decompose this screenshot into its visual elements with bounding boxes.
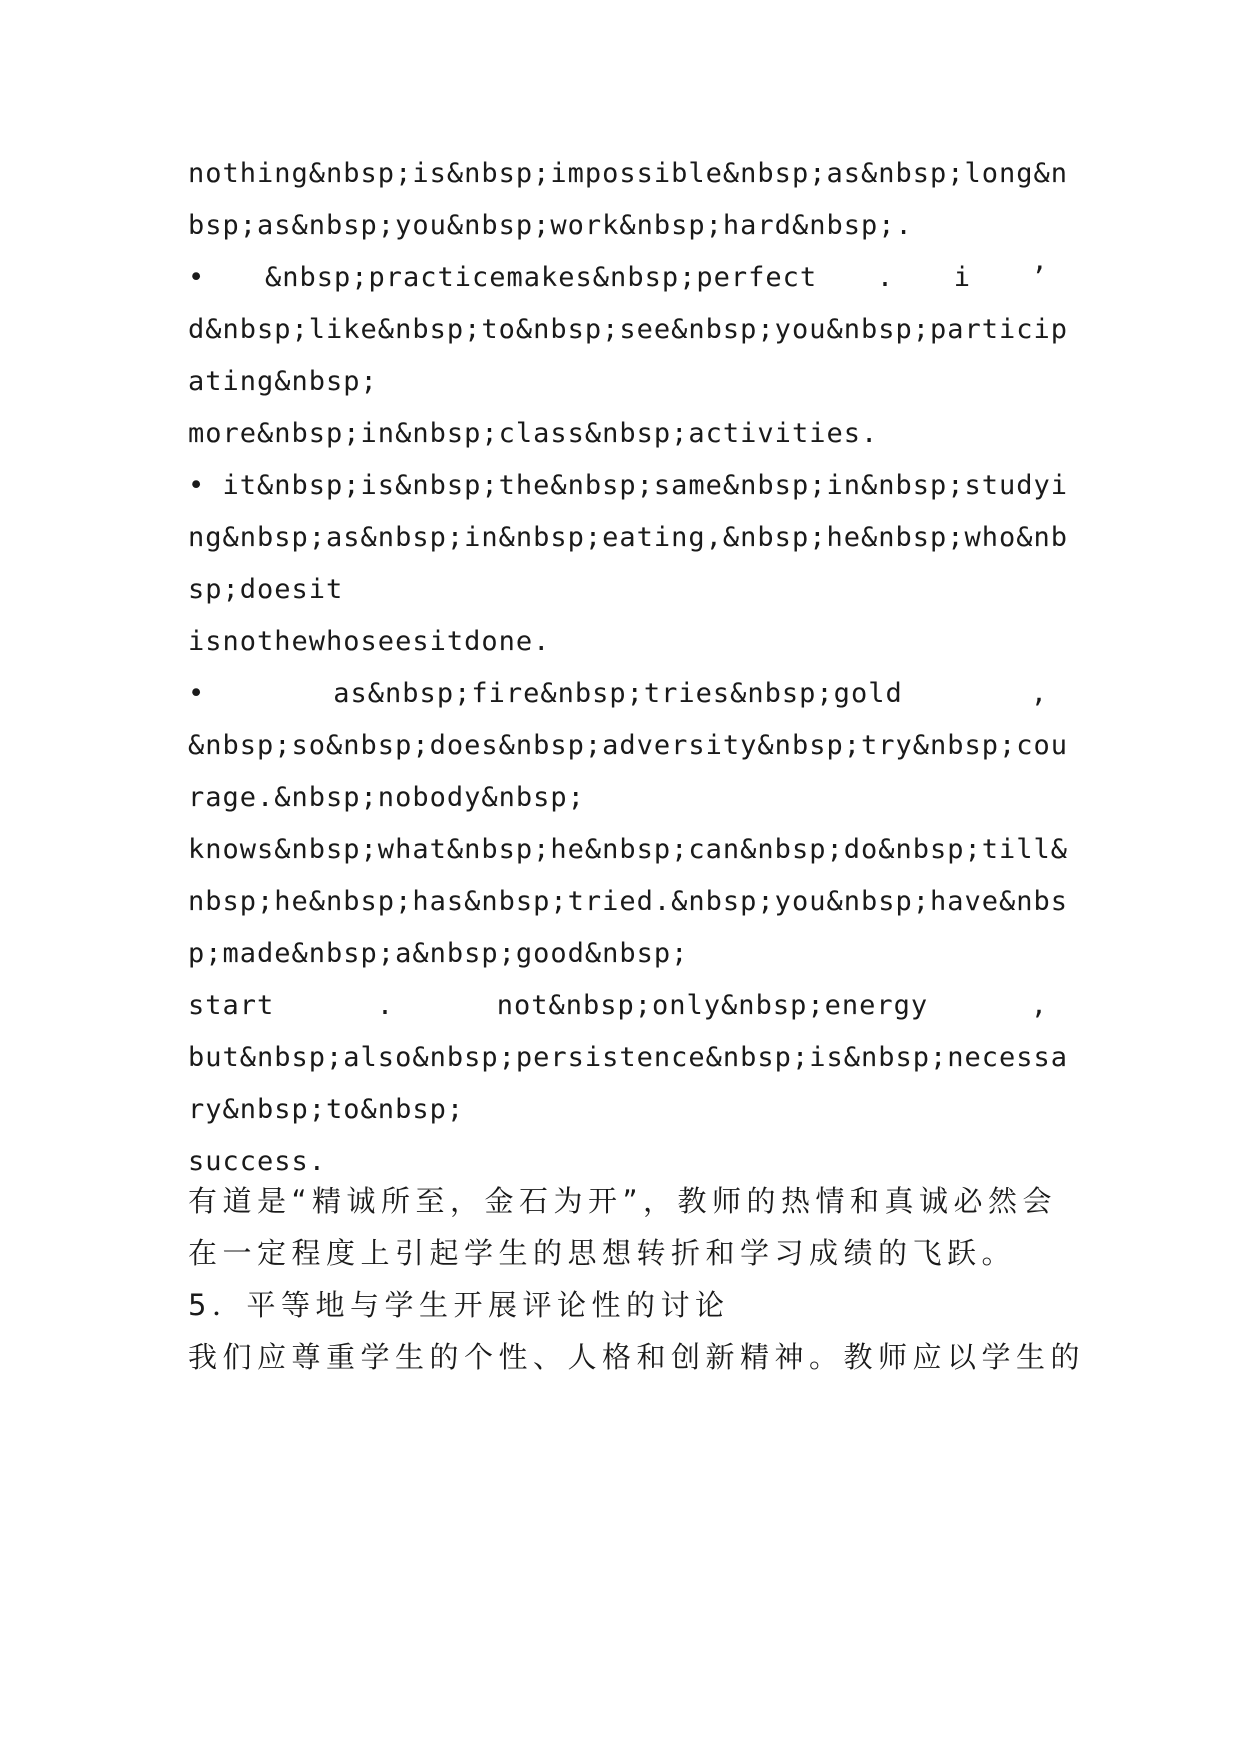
justified-text-line <box>188 264 1048 291</box>
text-line: more&nbsp;in&nbsp;class&nbsp;activities. <box>188 418 879 449</box>
text-line: p;made&nbsp;a&nbsp;good&nbsp; <box>188 938 689 969</box>
text-segment: i <box>953 262 972 293</box>
text-segment: . <box>376 990 395 1021</box>
text-line: nothing&nbsp;is&nbsp;impossible&nbsp;as&nbsp;long&n <box>188 158 1069 189</box>
text-line: • it&nbsp;is&nbsp;the&nbsp;same&nbsp;in&nbsp;studyi <box>188 470 1069 501</box>
text-segment: ’ <box>1030 262 1048 293</box>
text-line: knows&nbsp;what&nbsp;he&nbsp;can&nbsp;do&nbsp;till& <box>188 834 1069 865</box>
text-segment: , <box>1030 990 1048 1021</box>
chinese-text-line: 5．平等地与学生开展评论性的讨论 <box>188 1288 730 1322</box>
text-segment: &nbsp;practicemakes&nbsp;perfect <box>264 262 818 293</box>
text-line: isnothewhoseesitdone. <box>188 626 551 657</box>
text-line: rage.&nbsp;nobody&nbsp; <box>188 782 585 813</box>
text-segment: not&nbsp;only&nbsp;energy <box>496 990 929 1021</box>
text-line: sp;doesit <box>188 574 344 605</box>
text-line: but&nbsp;also&nbsp;persistence&nbsp;is&nbsp;necessa <box>188 1042 1069 1073</box>
text-line: ng&nbsp;as&nbsp;in&nbsp;eating,&nbsp;he&nbsp;who&nb <box>188 522 1069 553</box>
text-segment: start <box>188 990 275 1021</box>
text-segment: • <box>188 678 206 709</box>
text-segment: as&nbsp;fire&nbsp;tries&nbsp;gold <box>333 678 903 709</box>
text-line: nbsp;he&nbsp;has&nbsp;tried.&nbsp;you&nbsp;have&nbs <box>188 886 1069 917</box>
justified-text-line <box>188 680 1048 707</box>
text-line: &nbsp;so&nbsp;does&nbsp;adversity&nbsp;try&nbsp;cou <box>188 730 1069 761</box>
text-line: bsp;as&nbsp;you&nbsp;work&nbsp;hard&nbsp;. <box>188 210 913 241</box>
text-line: success. <box>188 1146 327 1177</box>
text-line: ry&nbsp;to&nbsp; <box>188 1094 465 1125</box>
text-line: ating&nbsp; <box>188 366 378 397</box>
chinese-text-line: 有道是“精诚所至，金石为开”，教师的热情和真诚必然会 <box>188 1184 1058 1218</box>
text-segment: • <box>188 262 206 293</box>
chinese-text-line: 我们应尊重学生的个性、人格和创新精神。教师应以学生的 <box>188 1340 1086 1374</box>
chinese-text-line: 在一定程度上引起学生的思想转折和学习成绩的飞跃。 <box>188 1236 1017 1270</box>
text-segment: . <box>876 262 895 293</box>
text-line: d&nbsp;like&nbsp;to&nbsp;see&nbsp;you&nbsp;particip <box>188 314 1069 345</box>
justified-text-line <box>188 992 1048 1019</box>
text-segment: , <box>1030 678 1048 709</box>
